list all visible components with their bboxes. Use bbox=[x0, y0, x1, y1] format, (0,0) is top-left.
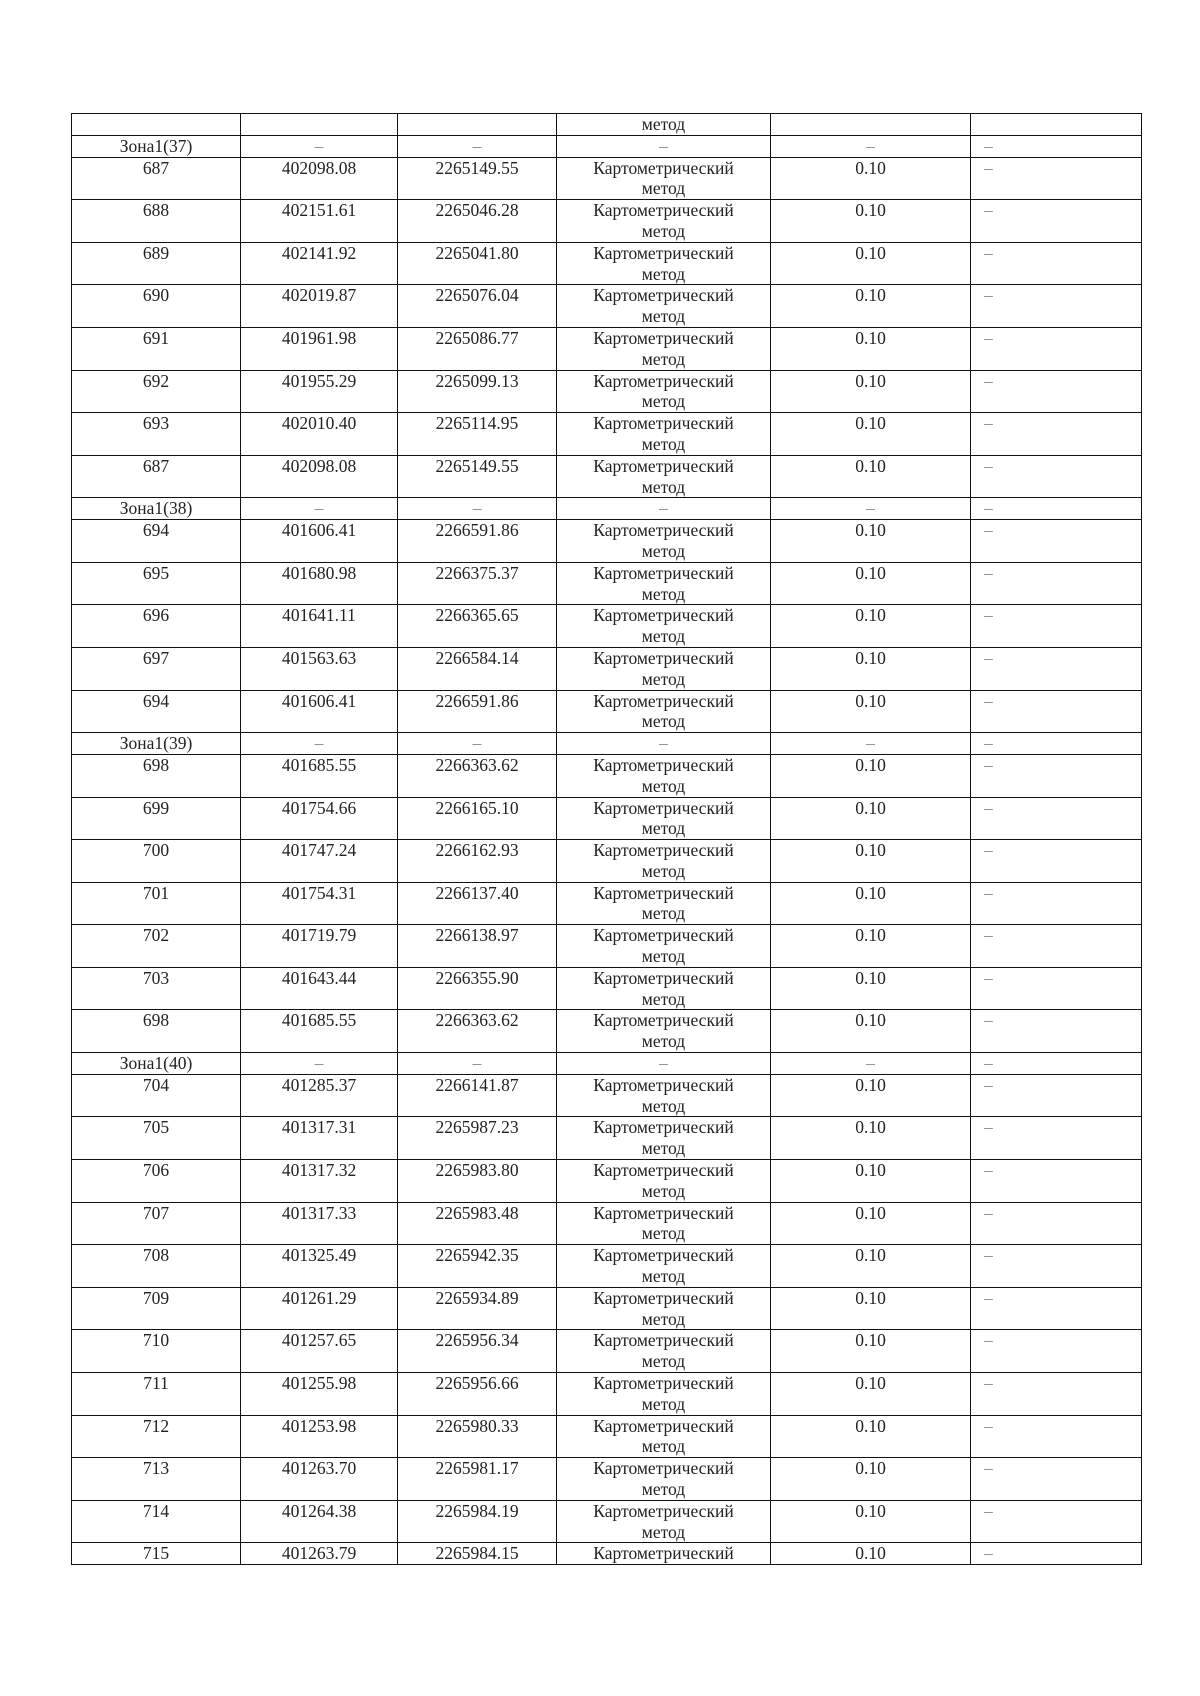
accuracy-cell: 0.10 bbox=[771, 413, 971, 456]
table-row bbox=[72, 1117, 1142, 1160]
zone-coord-x-dash: – bbox=[241, 1053, 398, 1075]
coord-x-cell: 401747.24 bbox=[241, 840, 398, 883]
table-row bbox=[72, 520, 1142, 563]
table-row bbox=[72, 690, 1142, 733]
table-row bbox=[72, 285, 1142, 328]
accuracy-cell: 0.10 bbox=[771, 1160, 971, 1203]
note-cell: – bbox=[971, 1117, 1142, 1160]
point-number-cell: 713 bbox=[72, 1458, 241, 1501]
method-cell: Картометрический метод bbox=[557, 242, 771, 285]
method-cell: Картометрический метод bbox=[557, 562, 771, 605]
coord-y-cell: 2265983.48 bbox=[398, 1202, 557, 1245]
accuracy-cell: 0.10 bbox=[771, 1415, 971, 1458]
coord-x-cell: 401253.98 bbox=[241, 1415, 398, 1458]
coord-y-cell: 2265099.13 bbox=[398, 370, 557, 413]
note-cell: – bbox=[971, 413, 1142, 456]
zone-note-dash: – bbox=[971, 135, 1142, 157]
point-number-cell: 691 bbox=[72, 327, 241, 370]
coord-y-cell: 2266355.90 bbox=[398, 967, 557, 1010]
point-number-cell: 704 bbox=[72, 1074, 241, 1117]
coord-y-cell: 2266363.62 bbox=[398, 1010, 557, 1053]
note-cell: – bbox=[971, 327, 1142, 370]
note-cell: – bbox=[971, 1500, 1142, 1543]
zone-label-cell: Зона1(40) bbox=[72, 1053, 241, 1075]
zone-note-dash: – bbox=[971, 733, 1142, 755]
accuracy-cell: 0.10 bbox=[771, 1245, 971, 1288]
accuracy-cell: 0.10 bbox=[771, 1202, 971, 1245]
coord-x-cell: 401263.70 bbox=[241, 1458, 398, 1501]
zone-accuracy-dash: – bbox=[771, 135, 971, 157]
note-cell: – bbox=[971, 605, 1142, 648]
accuracy-cell: 0.10 bbox=[771, 1330, 971, 1373]
method-cell: Картометрический метод bbox=[557, 840, 771, 883]
coord-y-cell: 2266584.14 bbox=[398, 647, 557, 690]
note-cell: – bbox=[971, 882, 1142, 925]
zone-header-row bbox=[72, 498, 1142, 520]
zone-coord-y-dash: – bbox=[398, 733, 557, 755]
table-row bbox=[72, 797, 1142, 840]
method-cell: Картометрический метод bbox=[557, 285, 771, 328]
coord-x-cell: 401754.66 bbox=[241, 797, 398, 840]
point-number-cell: 694 bbox=[72, 690, 241, 733]
accuracy-cell: 0.10 bbox=[771, 1287, 971, 1330]
accuracy-cell: 0.10 bbox=[771, 562, 971, 605]
point-number-cell: 705 bbox=[72, 1117, 241, 1160]
point-number-cell: 694 bbox=[72, 520, 241, 563]
method-cell: Картометрический метод bbox=[557, 1330, 771, 1373]
table-row bbox=[72, 1500, 1142, 1543]
table-row bbox=[72, 1074, 1142, 1117]
table-row bbox=[72, 840, 1142, 883]
point-number-cell: 712 bbox=[72, 1415, 241, 1458]
zone-accuracy-dash: – bbox=[771, 733, 971, 755]
table-row bbox=[72, 1202, 1142, 1245]
accuracy-cell: 0.10 bbox=[771, 605, 971, 648]
point-number-cell: 698 bbox=[72, 1010, 241, 1053]
method-cell: Картометрический метод bbox=[557, 1202, 771, 1245]
method-cell: Картометрический метод bbox=[557, 925, 771, 968]
coord-x-cell: 401685.55 bbox=[241, 754, 398, 797]
table-body bbox=[72, 114, 1142, 1565]
accuracy-cell: 0.10 bbox=[771, 754, 971, 797]
coord-x-cell: 401641.11 bbox=[241, 605, 398, 648]
coord-y-cell: 2265149.55 bbox=[398, 157, 557, 200]
coord-y-cell: 2266162.93 bbox=[398, 840, 557, 883]
accuracy-cell: 0.10 bbox=[771, 882, 971, 925]
continued-row bbox=[72, 114, 1142, 136]
coord-y-cell: 2266363.62 bbox=[398, 754, 557, 797]
point-number-cell: 714 bbox=[72, 1500, 241, 1543]
table-row bbox=[72, 1373, 1142, 1416]
note-cell: – bbox=[971, 520, 1142, 563]
zone-accuracy-dash: – bbox=[771, 1053, 971, 1075]
coord-x-cell: 402019.87 bbox=[241, 285, 398, 328]
coord-x-cell: 401317.33 bbox=[241, 1202, 398, 1245]
point-number-cell bbox=[72, 114, 241, 136]
accuracy-cell: 0.10 bbox=[771, 1117, 971, 1160]
coord-y-cell: 2266591.86 bbox=[398, 520, 557, 563]
coord-y-cell: 2265114.95 bbox=[398, 413, 557, 456]
point-number-cell: 709 bbox=[72, 1287, 241, 1330]
coord-y-cell: 2266591.86 bbox=[398, 690, 557, 733]
coord-y-cell: 2266165.10 bbox=[398, 797, 557, 840]
accuracy-cell: 0.10 bbox=[771, 1543, 971, 1565]
coord-y-cell: 2266375.37 bbox=[398, 562, 557, 605]
note-cell: – bbox=[971, 562, 1142, 605]
accuracy-cell: 0.10 bbox=[771, 1074, 971, 1117]
point-number-cell: 695 bbox=[72, 562, 241, 605]
note-cell: – bbox=[971, 1202, 1142, 1245]
method-cell: Картометрический метод bbox=[557, 647, 771, 690]
coord-y-cell: 2266137.40 bbox=[398, 882, 557, 925]
coord-y-cell: 2265956.66 bbox=[398, 1373, 557, 1416]
zone-label-cell: Зона1(39) bbox=[72, 733, 241, 755]
method-cell: Картометрический метод bbox=[557, 797, 771, 840]
table-row bbox=[72, 242, 1142, 285]
table-row bbox=[72, 562, 1142, 605]
coord-x-cell: 401317.32 bbox=[241, 1160, 398, 1203]
point-number-cell: 711 bbox=[72, 1373, 241, 1416]
point-number-cell: 703 bbox=[72, 967, 241, 1010]
method-cell: Картометрический метод bbox=[557, 1500, 771, 1543]
zone-coord-y-dash: – bbox=[398, 1053, 557, 1075]
zone-header-row bbox=[72, 733, 1142, 755]
accuracy-cell: 0.10 bbox=[771, 455, 971, 498]
note-cell bbox=[971, 114, 1142, 136]
zone-label-cell: Зона1(38) bbox=[72, 498, 241, 520]
zone-coord-y-dash: – bbox=[398, 135, 557, 157]
coord-y-cell: 2265934.89 bbox=[398, 1287, 557, 1330]
note-cell: – bbox=[971, 690, 1142, 733]
method-cell: Картометрический метод bbox=[557, 1415, 771, 1458]
zone-note-dash: – bbox=[971, 1053, 1142, 1075]
coord-y-cell: 2266141.87 bbox=[398, 1074, 557, 1117]
coord-x-cell: 401606.41 bbox=[241, 520, 398, 563]
zone-method-dash: – bbox=[557, 135, 771, 157]
note-cell: – bbox=[971, 840, 1142, 883]
point-number-cell: 690 bbox=[72, 285, 241, 328]
coord-x-cell: 401285.37 bbox=[241, 1074, 398, 1117]
accuracy-cell: 0.10 bbox=[771, 200, 971, 243]
coord-y-cell: 2265984.15 bbox=[398, 1543, 557, 1565]
point-number-cell: 689 bbox=[72, 242, 241, 285]
zone-coord-x-dash: – bbox=[241, 498, 398, 520]
method-cell: Картометрический метод bbox=[557, 1160, 771, 1203]
note-cell: – bbox=[971, 967, 1142, 1010]
zone-method-dash: – bbox=[557, 498, 771, 520]
method-cell: Картометрический метод bbox=[557, 754, 771, 797]
point-number-cell: 698 bbox=[72, 754, 241, 797]
coord-y-cell: 2265980.33 bbox=[398, 1415, 557, 1458]
accuracy-cell: 0.10 bbox=[771, 285, 971, 328]
table-row bbox=[72, 1287, 1142, 1330]
table-row bbox=[72, 1330, 1142, 1373]
accuracy-cell: 0.10 bbox=[771, 157, 971, 200]
table-row bbox=[72, 925, 1142, 968]
table-row bbox=[72, 647, 1142, 690]
table-row bbox=[72, 605, 1142, 648]
note-cell: – bbox=[971, 925, 1142, 968]
zone-coord-y-dash: – bbox=[398, 498, 557, 520]
coord-y-cell: 2265983.80 bbox=[398, 1160, 557, 1203]
point-number-cell: 688 bbox=[72, 200, 241, 243]
method-cell: Картометрический bbox=[557, 1543, 771, 1565]
note-cell: – bbox=[971, 647, 1142, 690]
note-cell: – bbox=[971, 370, 1142, 413]
coord-y-cell: 2265086.77 bbox=[398, 327, 557, 370]
coord-x-cell: 401257.65 bbox=[241, 1330, 398, 1373]
coord-x-cell: 401261.29 bbox=[241, 1287, 398, 1330]
point-number-cell: 696 bbox=[72, 605, 241, 648]
method-cell: Картометрический метод bbox=[557, 1373, 771, 1416]
point-number-cell: 693 bbox=[72, 413, 241, 456]
zone-header-row bbox=[72, 135, 1142, 157]
note-cell: – bbox=[971, 1330, 1142, 1373]
point-number-cell: 701 bbox=[72, 882, 241, 925]
zone-coord-x-dash: – bbox=[241, 135, 398, 157]
note-cell: – bbox=[971, 1160, 1142, 1203]
method-cell: Картометрический метод bbox=[557, 1458, 771, 1501]
accuracy-cell: 0.10 bbox=[771, 967, 971, 1010]
accuracy-cell: 0.10 bbox=[771, 1500, 971, 1543]
table-row bbox=[72, 413, 1142, 456]
table-row bbox=[72, 882, 1142, 925]
note-cell: – bbox=[971, 1415, 1142, 1458]
method-cell: метод bbox=[557, 114, 771, 136]
coord-x-cell: 402098.08 bbox=[241, 455, 398, 498]
table-row bbox=[72, 1543, 1142, 1565]
note-cell: – bbox=[971, 797, 1142, 840]
method-cell: Картометрический метод bbox=[557, 1117, 771, 1160]
table-row bbox=[72, 455, 1142, 498]
coord-y-cell: 2265981.17 bbox=[398, 1458, 557, 1501]
table-row bbox=[72, 1458, 1142, 1501]
method-cell: Картометрический метод bbox=[557, 370, 771, 413]
point-number-cell: 692 bbox=[72, 370, 241, 413]
note-cell: – bbox=[971, 1010, 1142, 1053]
zone-method-dash: – bbox=[557, 1053, 771, 1075]
accuracy-cell: 0.10 bbox=[771, 840, 971, 883]
table-row bbox=[72, 1245, 1142, 1288]
table-row bbox=[72, 754, 1142, 797]
table-row bbox=[72, 1415, 1142, 1458]
coord-x-cell: 401955.29 bbox=[241, 370, 398, 413]
point-number-cell: 702 bbox=[72, 925, 241, 968]
point-number-cell: 697 bbox=[72, 647, 241, 690]
accuracy-cell: 0.10 bbox=[771, 370, 971, 413]
method-cell: Картометрический метод bbox=[557, 1287, 771, 1330]
table-row bbox=[72, 1010, 1142, 1053]
coord-x-cell: 401754.31 bbox=[241, 882, 398, 925]
method-cell: Картометрический метод bbox=[557, 1010, 771, 1053]
table-row bbox=[72, 157, 1142, 200]
table-row bbox=[72, 967, 1142, 1010]
method-cell: Картометрический метод bbox=[557, 200, 771, 243]
coord-x-cell: 402098.08 bbox=[241, 157, 398, 200]
coord-y-cell: 2265076.04 bbox=[398, 285, 557, 328]
note-cell: – bbox=[971, 1074, 1142, 1117]
coord-x-cell: 401606.41 bbox=[241, 690, 398, 733]
note-cell: – bbox=[971, 1458, 1142, 1501]
method-cell: Картометрический метод bbox=[557, 157, 771, 200]
point-number-cell: 715 bbox=[72, 1543, 241, 1565]
coord-x-cell: 401263.79 bbox=[241, 1543, 398, 1565]
coord-x-cell: 401961.98 bbox=[241, 327, 398, 370]
note-cell: – bbox=[971, 1543, 1142, 1565]
method-cell: Картометрический метод bbox=[557, 327, 771, 370]
coord-y-cell: 2265046.28 bbox=[398, 200, 557, 243]
accuracy-cell: 0.10 bbox=[771, 242, 971, 285]
point-number-cell: 687 bbox=[72, 157, 241, 200]
coordinates-table bbox=[71, 113, 1142, 1565]
accuracy-cell: 0.10 bbox=[771, 520, 971, 563]
zone-header-row bbox=[72, 1053, 1142, 1075]
note-cell: – bbox=[971, 1373, 1142, 1416]
accuracy-cell: 0.10 bbox=[771, 925, 971, 968]
point-number-cell: 687 bbox=[72, 455, 241, 498]
method-cell: Картометрический метод bbox=[557, 413, 771, 456]
accuracy-cell bbox=[771, 114, 971, 136]
note-cell: – bbox=[971, 754, 1142, 797]
point-number-cell: 710 bbox=[72, 1330, 241, 1373]
coord-x-cell bbox=[241, 114, 398, 136]
note-cell: – bbox=[971, 200, 1142, 243]
coord-y-cell: 2265942.35 bbox=[398, 1245, 557, 1288]
coord-x-cell: 401317.31 bbox=[241, 1117, 398, 1160]
accuracy-cell: 0.10 bbox=[771, 797, 971, 840]
coord-x-cell: 401325.49 bbox=[241, 1245, 398, 1288]
coord-x-cell: 402151.61 bbox=[241, 200, 398, 243]
accuracy-cell: 0.10 bbox=[771, 647, 971, 690]
point-number-cell: 707 bbox=[72, 1202, 241, 1245]
note-cell: – bbox=[971, 242, 1142, 285]
method-cell: Картометрический метод bbox=[557, 520, 771, 563]
coord-x-cell: 402010.40 bbox=[241, 413, 398, 456]
coord-y-cell: 2265956.34 bbox=[398, 1330, 557, 1373]
accuracy-cell: 0.10 bbox=[771, 1458, 971, 1501]
zone-accuracy-dash: – bbox=[771, 498, 971, 520]
note-cell: – bbox=[971, 285, 1142, 328]
point-number-cell: 706 bbox=[72, 1160, 241, 1203]
coord-x-cell: 402141.92 bbox=[241, 242, 398, 285]
coord-y-cell bbox=[398, 114, 557, 136]
coord-y-cell: 2265149.55 bbox=[398, 455, 557, 498]
accuracy-cell: 0.10 bbox=[771, 690, 971, 733]
zone-method-dash: – bbox=[557, 733, 771, 755]
coord-x-cell: 401563.63 bbox=[241, 647, 398, 690]
table-row bbox=[72, 200, 1142, 243]
coord-x-cell: 401643.44 bbox=[241, 967, 398, 1010]
zone-coord-x-dash: – bbox=[241, 733, 398, 755]
method-cell: Картометрический метод bbox=[557, 882, 771, 925]
method-cell: Картометрический метод bbox=[557, 1074, 771, 1117]
zone-note-dash: – bbox=[971, 498, 1142, 520]
coord-y-cell: 2266365.65 bbox=[398, 605, 557, 648]
method-cell: Картометрический метод bbox=[557, 1245, 771, 1288]
coord-y-cell: 2265984.19 bbox=[398, 1500, 557, 1543]
table-row bbox=[72, 327, 1142, 370]
note-cell: – bbox=[971, 157, 1142, 200]
method-cell: Картометрический метод bbox=[557, 967, 771, 1010]
coord-x-cell: 401255.98 bbox=[241, 1373, 398, 1416]
zone-label-cell: Зона1(37) bbox=[72, 135, 241, 157]
note-cell: – bbox=[971, 455, 1142, 498]
coord-y-cell: 2265041.80 bbox=[398, 242, 557, 285]
method-cell: Картометрический метод bbox=[557, 605, 771, 648]
coord-y-cell: 2265987.23 bbox=[398, 1117, 557, 1160]
method-cell: Картометрический метод bbox=[557, 455, 771, 498]
point-number-cell: 708 bbox=[72, 1245, 241, 1288]
coord-x-cell: 401719.79 bbox=[241, 925, 398, 968]
table-row bbox=[72, 1160, 1142, 1203]
accuracy-cell: 0.10 bbox=[771, 327, 971, 370]
coord-x-cell: 401264.38 bbox=[241, 1500, 398, 1543]
accuracy-cell: 0.10 bbox=[771, 1010, 971, 1053]
table-row bbox=[72, 370, 1142, 413]
note-cell: – bbox=[971, 1287, 1142, 1330]
coord-y-cell: 2266138.97 bbox=[398, 925, 557, 968]
accuracy-cell: 0.10 bbox=[771, 1373, 971, 1416]
point-number-cell: 700 bbox=[72, 840, 241, 883]
method-cell: Картометрический метод bbox=[557, 690, 771, 733]
point-number-cell: 699 bbox=[72, 797, 241, 840]
note-cell: – bbox=[971, 1245, 1142, 1288]
coord-x-cell: 401685.55 bbox=[241, 1010, 398, 1053]
coord-x-cell: 401680.98 bbox=[241, 562, 398, 605]
